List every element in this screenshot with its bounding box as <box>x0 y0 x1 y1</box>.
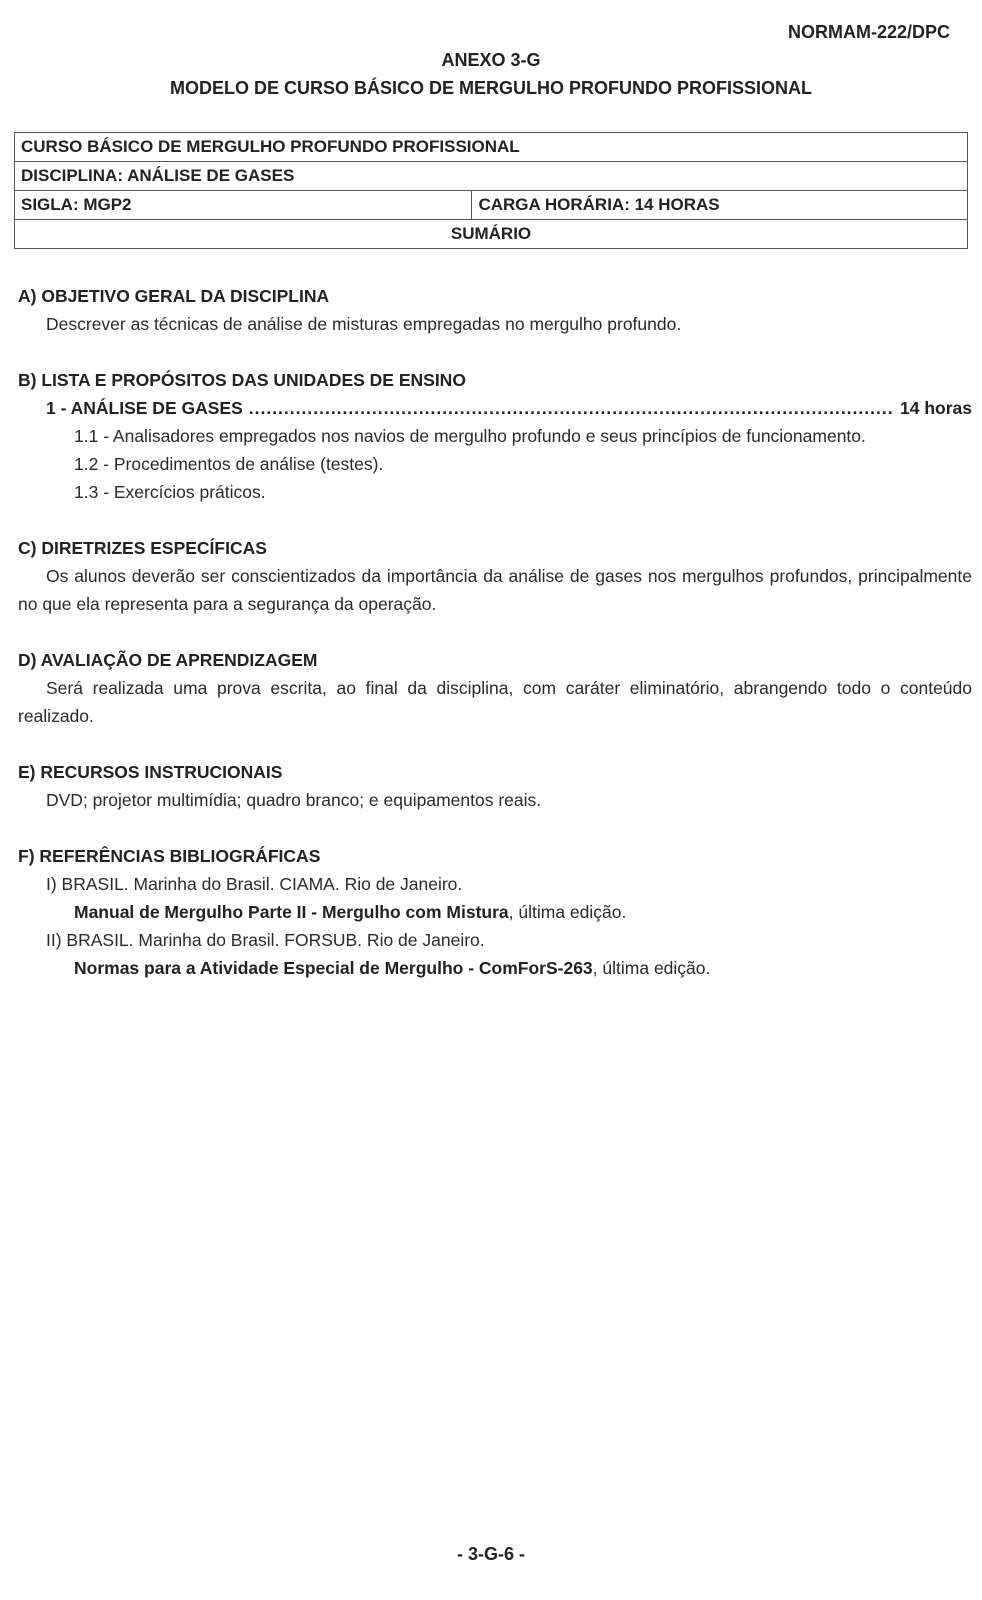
discipline-cell: DISCIPLINA: ANÁLISE DE GASES <box>15 162 968 191</box>
section-title: D) AVALIAÇÃO DE APRENDIZAGEM <box>18 650 318 670</box>
section-units <box>18 366 972 506</box>
unit-sub-item: 1.1 - Analisadores empregados nos navios de mergulho profundo e seus princípios de funcionamento. <box>74 426 866 446</box>
course-name-cell: CURSO BÁSICO DE MERGULHO PROFUNDO PROFISSIONAL <box>15 133 968 162</box>
reference-entry: I) BRASIL. Marinha do Brasil. CIAMA. Rio de Janeiro. <box>46 874 463 894</box>
document-body <box>18 282 972 1010</box>
section-title: C) DIRETRIZES ESPECÍFICAS <box>18 538 267 558</box>
section-resources <box>18 758 972 814</box>
sigla-cell: SIGLA: MGP2 <box>15 191 472 220</box>
summary-cell: SUMÁRIO <box>15 220 968 249</box>
page-number: - 3-G-6 - <box>456 1544 525 1564</box>
unit-label: 1 - ANÁLISE DE GASES <box>46 398 243 418</box>
section-references <box>18 842 972 982</box>
section-guidelines <box>18 534 972 618</box>
workload-cell: CARGA HORÁRIA: 14 HORAS <box>472 191 968 220</box>
section-text: DVD; projetor multimídia; quadro branco; e equipamentos reais. <box>46 790 542 810</box>
section-title: B) LISTA E PROPÓSITOS DAS UNIDADES DE ENSINO <box>18 370 466 390</box>
course-header-table <box>14 132 968 249</box>
reference-title: Normas para a Atividade Especial de Mergulho - ComForS-263 <box>74 958 593 978</box>
unit-hours: 14 horas <box>900 398 972 418</box>
annex-subtitle: MODELO DE CURSO BÁSICO DE MERGULHO PROFUNDO PROFISSIONAL <box>169 78 813 98</box>
reference-title-line <box>18 898 972 926</box>
section-objective <box>18 282 972 338</box>
unit-sub-item: 1.2 - Procedimentos de análise (testes). <box>74 454 384 474</box>
section-text: Será realizada uma prova escrita, ao final da disciplina, com caráter eliminatório, abrangendo todo o conteúdo realizado. <box>18 678 972 726</box>
annex-title <box>0 46 982 102</box>
section-text: Os alunos deverão ser conscientizados da importância da análise de gases nos mergulhos profundos, principalmente no que ela representa para a segurança da operação. <box>18 566 972 614</box>
section-title: F) REFERÊNCIAS BIBLIOGRÁFICAS <box>18 846 321 866</box>
unit-line <box>18 394 972 422</box>
unit-sub-item: 1.3 - Exercícios práticos. <box>74 482 266 502</box>
dot-leader <box>249 394 894 422</box>
reference-edition: , última edição. <box>592 958 711 978</box>
section-text: Descrever as técnicas de análise de misturas empregadas no mergulho profundo. <box>46 314 682 334</box>
section-title: E) RECURSOS INSTRUCIONAIS <box>18 762 283 782</box>
reference-edition: , última edição. <box>508 902 627 922</box>
reference-entry: II) BRASIL. Marinha do Brasil. FORSUB. Rio de Janeiro. <box>46 930 485 950</box>
section-evaluation <box>18 646 972 730</box>
section-title: A) OBJETIVO GERAL DA DISCIPLINA <box>18 286 330 306</box>
reference-title: Manual de Mergulho Parte II - Mergulho com Mistura <box>74 902 509 922</box>
document-code: NORMAM-222/DPC <box>787 22 950 42</box>
reference-title-line <box>18 954 972 982</box>
annex-number: ANEXO 3-G <box>441 50 541 70</box>
